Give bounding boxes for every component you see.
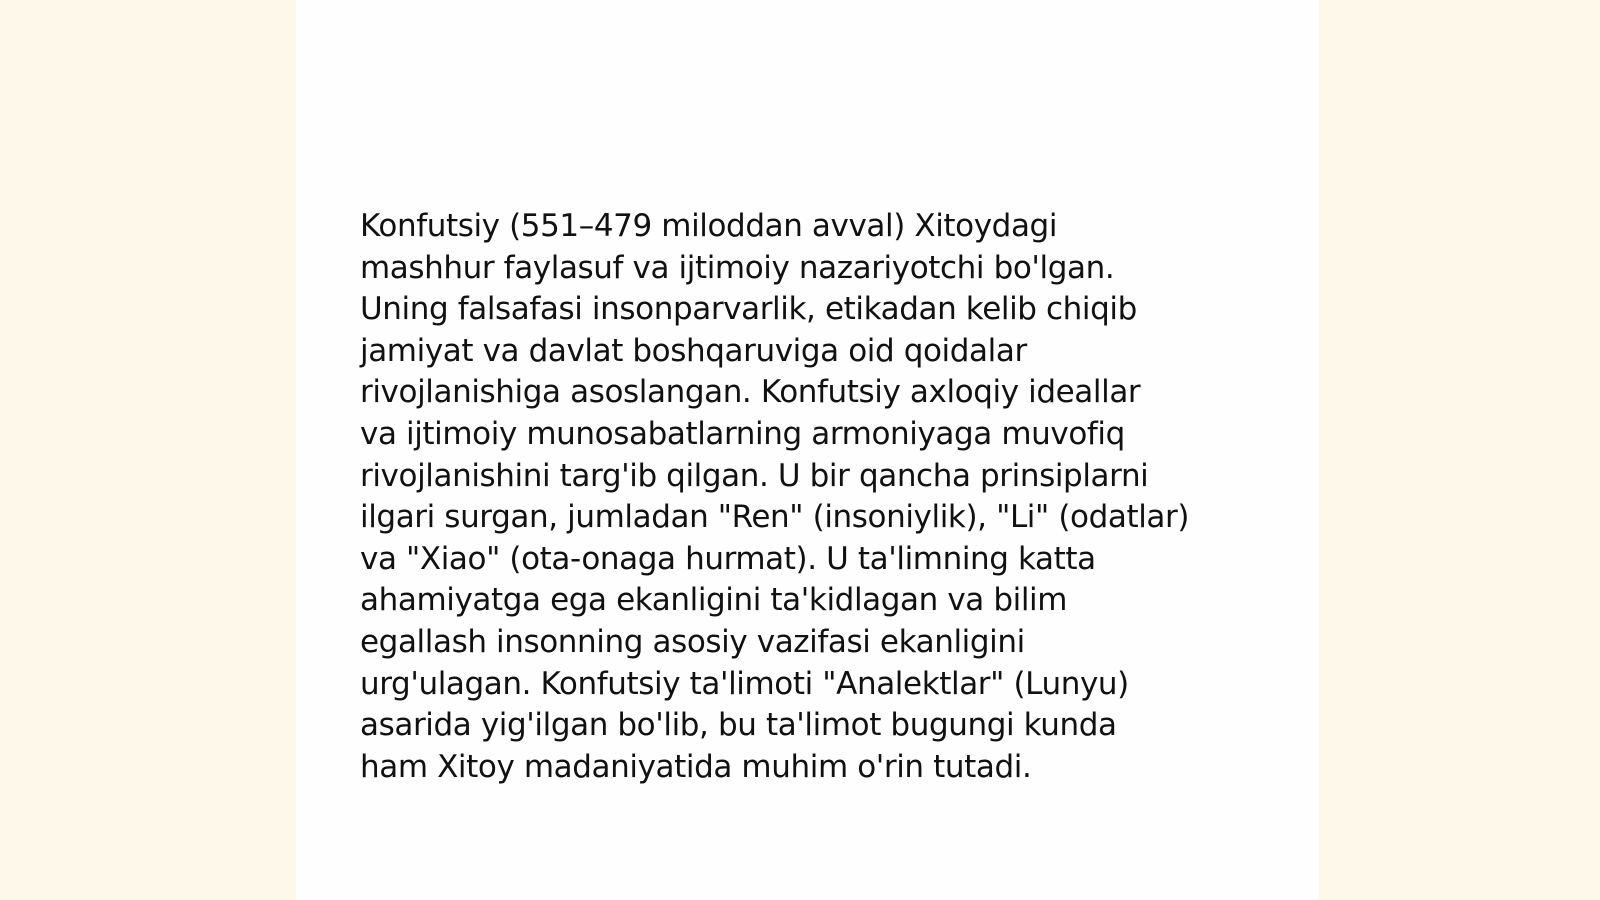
text-line: Uning falsafasi insonparvarlik, etikadan kelib chiqib — [360, 291, 1137, 328]
text-line: jamiyat va davlat boshqaruviga oid qoidalar — [360, 332, 1027, 369]
text-line: egallash insonning asosiy vazifasi ekanligini — [360, 623, 1025, 660]
text-line: va ijtimoiy munosabatlarning armoniyaga muvofiq — [360, 415, 1125, 452]
text-line: asarida yig'ilgan bo'lib, bu ta'limot bugungi kunda — [360, 707, 1117, 744]
text-line: ahamiyatga ega ekanligini ta'kidlagan va bilim — [360, 582, 1068, 619]
text-line: mashhur faylasuf va ijtimoiy nazariyotchi bo'lgan. — [360, 249, 1115, 286]
text-line: Konfutsiy (551–479 miloddan avval) Xitoydagi — [360, 208, 1058, 244]
text-line: va "Xiao" (ota-onaga hurmat). U ta'limning katta — [360, 540, 1096, 577]
slide — [296, 0, 1319, 900]
text-line: urg'ulagan. Konfutsiy ta'limoti "Analektlar" (Lunyu) — [360, 665, 1129, 702]
text-line: ham Xitoy madaniyatida muhim o'rin tutadi. — [360, 748, 1032, 785]
text-line: ilgari surgan, jumladan "Ren" (insoniylik), "Li" (odatlar) — [360, 499, 1190, 536]
text-line: rivojlanishini targ'ib qilgan. U bir qancha prinsiplarni — [360, 457, 1149, 494]
text-line: rivojlanishiga asoslangan. Konfutsiy axloqiy ideallar — [360, 374, 1141, 411]
slide-body-text — [360, 206, 1260, 788]
